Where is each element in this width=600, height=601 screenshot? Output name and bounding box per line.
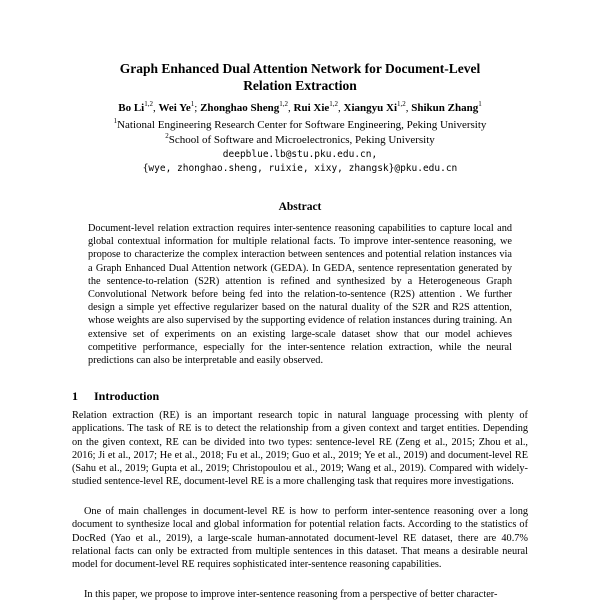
author-separator: ,: [152, 102, 159, 114]
abstract-body: Document-level relation extraction requires inter-sentence reasoning capabilities to capture local and global contextual information for multiple relational facts. To improve inter-sentence reasoning, we propose to characterize the complex interaction between sentences and potential relation instances via a Graph Enhanced Dual Attention network (GEDA). In GEDA, sentence representation generated by the sentence-to-relation (S2R) attention is refined and synthesized by a Heterogeneous Graph Convolutional Network before being fed into the relation-to-sentence (R2S) attention . We further design a simple yet effective regularizer based on the natural duality of the S2R and R2S attention, whose weights are also supervised by the supporting evidence of relation instances during training. An extensive set of experiments on an existing large-scale dataset show that our model achieves competitive performance, especially for the inter-sentence relation extraction, while the neural predictions can also be interpretable and easily observed.: [88, 223, 512, 367]
affiliation-mark: 1: [113, 117, 118, 125]
paper-title: [60, 60, 540, 94]
email-line-1: deepblue.lb@stu.pku.edu.cn,: [222, 149, 378, 160]
affiliation-text: School of Software and Microelectronics, Peking University: [168, 134, 435, 146]
author-affil-mark: 1: [190, 100, 195, 108]
author-affil-mark: 1,2: [144, 100, 153, 108]
author-separator: ,: [338, 102, 344, 114]
abstract-heading: Abstract: [278, 201, 322, 213]
author-separator: ,: [405, 102, 412, 114]
author-separator: ,: [288, 102, 294, 114]
intro-paragraph-3: In this paper, we propose to improve inter-sentence reasoning from a perspective of better character-: [84, 589, 498, 600]
author-affil-mark: 1,2: [397, 100, 406, 108]
affiliation-mark: 2: [165, 132, 169, 140]
author-name: Zhonghao Sheng: [200, 102, 280, 114]
author-separator: ;: [194, 102, 201, 114]
section-title: Introduction: [94, 389, 160, 403]
author-name: Wei Ye: [158, 102, 191, 114]
affiliation-text: National Engineering Research Center for Software Engineering, Peking University: [117, 119, 487, 131]
author-affil-mark: 1,2: [279, 100, 289, 108]
intro-paragraph-1: Relation extraction (RE) is an important research topic in natural language processing with plenty of applications. The task of RE is to detect the relationship from a given context and target entities. Depending on the given context, RE can be divided into two types: sentence-level RE (Zeng et al., 2015; Zhou et al., 2016; Ji et al., 2017; He et al., 2018; Fu et al., 2019; Guo et al., 2019; Ye et al., 2019) and document-level RE (Sahu et al., 2019; Gupta et al., 2019; Christopoulou et al., 2019; Wang et al., 2019). Compared with widely-studied sentence-level RE, document-level RE is a more challenging task that requires more investigations.: [72, 410, 528, 488]
title-line-2: Relation Extraction: [243, 78, 357, 93]
section-heading: [72, 389, 159, 404]
author-name: Bo Li: [118, 102, 145, 114]
author-name: Rui Xie: [293, 102, 330, 114]
affiliation-1: [40, 118, 560, 132]
title-line-1: Graph Enhanced Dual Attention Network for Document-Level: [119, 61, 481, 76]
affiliation-2: [40, 133, 560, 147]
author-affil-mark: 1,2: [329, 100, 339, 108]
section-number: 1: [72, 389, 78, 403]
author-name: Shikun Zhang: [411, 102, 479, 114]
author-name: Xiangyu Xi: [343, 102, 398, 114]
email-line-2: {wye, zhonghao.sheng, ruixie, xixy, zhangsk}@pku.edu.cn: [142, 163, 458, 174]
author-affil-mark: 1: [478, 100, 482, 108]
intro-paragraph-2: One of main challenges in document-level RE is how to perform inter-sentence reasoning over a long document to synthesize local and global information for potential relation facts. According to the statistics of DocRed (Yao et al., 2019), a large-scale human-annotated document-level RE dataset, there are 40.7% relational facts can only be extracted from multiple sentences in this dataset. That means a desirable neural model for document-level RE requires sophisticated inter-sentence reasoning capabilities.: [72, 506, 528, 571]
author-list: [40, 101, 560, 116]
